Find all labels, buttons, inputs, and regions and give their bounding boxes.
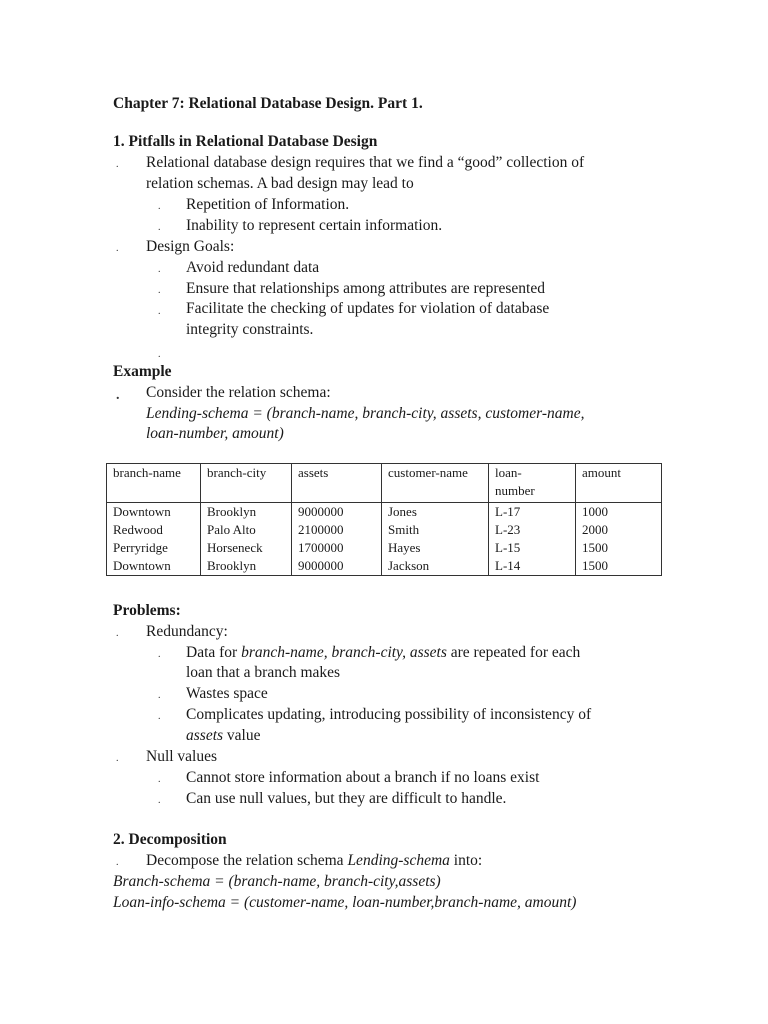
table-cell: Jones [382,503,489,522]
column-header: amount [576,464,662,503]
schema-text: Branch-schema = (branch-name, branch-city,assets) [113,873,441,890]
bullet-icon: . [158,774,161,785]
example-text: Consider the relation schema: [146,384,331,401]
list-item: Facilitate the checking of updates for violation of database [186,300,550,317]
bullet-icon: . [158,306,161,317]
table-cell: 1700000 [292,539,382,557]
bullet-icon: . [116,628,119,639]
problems-heading: Problems: [113,602,181,619]
text-run: Data for [186,644,242,661]
lending-table [106,463,662,576]
table-cell: Smith [382,521,489,539]
table-row [107,557,662,576]
list-item: Inability to represent certain information. [186,217,443,234]
list-item: Wastes space [186,685,268,702]
table-cell: Downtown [107,503,201,522]
section-heading: 1. Pitfalls in Relational Database Design [113,133,378,150]
list-item: Can use null values, but they are difficult to handle. [186,790,507,807]
table-cell: 2000 [576,521,662,539]
table-cell: L-14 [489,557,576,576]
list-item: integrity constraints. [186,321,314,338]
table-cell: 9000000 [292,557,382,576]
table-cell: 1500 [576,539,662,557]
bullet-icon: . [158,349,161,360]
bullet-icon: . [158,285,161,296]
table-row [107,539,662,557]
page-title: Chapter 7: Relational Database Design. Part 1. [113,95,423,112]
table-cell: Downtown [107,557,201,576]
table-cell: 9000000 [292,503,382,522]
table-cell: Perryridge [107,539,201,557]
list-item: Ensure that relationships among attributes are represented [186,280,545,297]
table-row [107,503,662,522]
bullet-icon: . [116,388,120,403]
column-header: branch-name [107,464,201,503]
schema-text: loan-number, amount) [146,425,284,442]
bullet-icon: . [116,857,119,868]
list-item: Avoid redundant data [186,259,320,276]
table-cell: Redwood [107,521,201,539]
table-cell: Hayes [382,539,489,557]
column-header: assets [292,464,382,503]
text-run: are repeated for each [446,644,581,661]
table-cell: Horseneck [201,539,292,557]
null-values-label: Null values [146,748,218,765]
list-item: Repetition of Information. [186,196,350,213]
schema-text: Loan-info-schema = (customer-name, loan-number,branch-name, amount) [113,894,577,911]
bullet-icon: . [158,795,161,806]
table-cell: 1500 [576,557,662,576]
column-header: customer-name [382,464,489,503]
bullet-icon: . [116,159,119,170]
text-run: value [223,727,261,744]
text-run: branch-name, branch-city, assets [241,644,447,661]
table-cell: Palo Alto [201,521,292,539]
table-cell: L-23 [489,521,576,539]
bullet-icon: . [158,264,161,275]
table-cell: Brooklyn [201,503,292,522]
table-cell: 1000 [576,503,662,522]
text-run: into: [449,852,483,869]
list-item: loan that a branch makes [186,664,341,681]
list-item: Cannot store information about a branch if no loans exist [186,769,540,786]
column-header: loan- number [489,464,576,503]
bullet-icon: . [158,222,161,233]
table-cell: Brooklyn [201,557,292,576]
table-cell: 2100000 [292,521,382,539]
example-heading: Example [113,363,172,380]
bullet-icon: . [158,649,161,660]
goals-label: Design Goals: [146,238,235,255]
decomposition-heading: 2. Decomposition [113,831,227,848]
column-header: branch-city [201,464,292,503]
table-cell: Jackson [382,557,489,576]
table-row [107,521,662,539]
bullet-icon: . [116,753,119,764]
intro-text: relation schemas. A bad design may lead to [146,175,414,192]
intro-text: Relational database design requires that we find a “good” collection of [146,154,585,171]
table-cell: L-17 [489,503,576,522]
table-header-row [107,464,662,503]
schema-text: Lending-schema = (branch-name, branch-city, assets, customer-name, [146,405,585,422]
text-run: Decompose the relation schema [146,852,348,869]
text-run: assets [186,727,224,744]
list-item [186,643,580,663]
list-item: Complicates updating, introducing possibility of inconsistency of [186,706,592,723]
table-cell: L-15 [489,539,576,557]
bullet-icon: . [116,243,119,254]
bullet-icon: . [158,690,161,701]
text-run: Lending-schema [347,852,450,869]
bullet-icon: . [158,201,161,212]
decomposition-text [146,851,482,871]
bullet-icon: . [158,711,161,722]
redundancy-label: Redundancy: [146,623,228,640]
list-item [186,726,261,746]
